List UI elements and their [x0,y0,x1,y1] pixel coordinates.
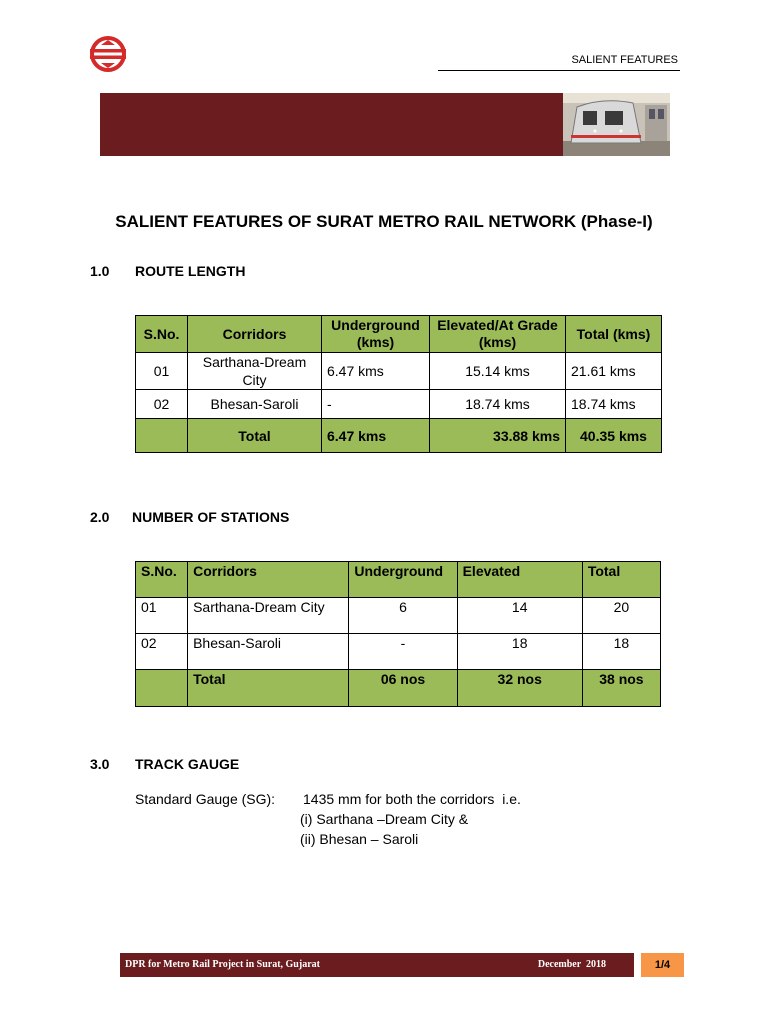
table-cell: 33.88 kms [430,419,566,453]
gauge-corridor-1: (i) Sarthana –Dream City & [300,811,469,827]
table-header-row [136,562,661,598]
footer-project-name: DPR for Metro Rail Project in Surat, Gujarat [125,959,320,970]
route-length-table [135,315,662,453]
header-cell: S.No. [136,562,188,598]
table-cell: 02 [136,634,188,670]
table-cell: 20 [582,598,660,634]
header-cell: Underground [349,562,457,598]
metro-train-photo [563,93,670,156]
gauge-corridor-2: (ii) Bhesan – Saroli [300,831,419,847]
header-banner [100,93,670,156]
table-cell: - [349,634,457,670]
footer-date: December 2018 [537,959,606,970]
header-cell: Corridors [188,562,349,598]
table-cell: Sarthana-Dream City [188,598,349,634]
table-cell: Bhesan-Saroli [188,390,322,419]
table-cell: Total [188,670,349,707]
gauge-label: Standard Gauge (SG): [135,791,276,807]
header-cell: Underground (kms) [322,316,430,353]
table-cell: 06 nos [349,670,457,707]
table-row [136,598,661,634]
table-cell: 21.61 kms [566,353,662,390]
table-cell: Sarthana-Dream City [188,353,322,390]
table-cell: Bhesan-Saroli [188,634,349,670]
page-number: 1/4 [641,953,684,977]
section-number: 2.0 [90,509,110,525]
table-total-row [136,670,661,707]
table-cell: 18.74 kms [566,390,662,419]
table-cell: Total [188,419,322,453]
header-cell: Elevated [457,562,582,598]
table-header-row [136,316,662,353]
table-row [136,634,661,670]
section-title: TRACK GAUGE [135,756,240,772]
table-total-row [136,419,662,453]
section-number: 3.0 [90,756,110,772]
table-cell: 15.14 kms [430,353,566,390]
header-cell: S.No. [136,316,188,353]
table-cell: 01 [136,353,188,390]
header-cell: Elevated/At Grade (kms) [430,316,566,353]
gauge-value: 1435 mm for both the corridors i.e. [303,791,521,807]
section-number: 1.0 [90,263,110,279]
header-label: SALIENT FEATURES [571,54,678,66]
table-cell: 18 [457,634,582,670]
section-title: ROUTE LENGTH [135,263,246,279]
table-cell: - [322,390,430,419]
table-cell: 40.35 kms [566,419,662,453]
table-row [136,353,662,390]
table-row [136,390,662,419]
header-cell: Total [582,562,660,598]
table-cell [136,419,188,453]
header-cell: Corridors [188,316,322,353]
dmrc-logo-icon [88,34,128,74]
table-cell: 18 [582,634,660,670]
footer-bar [120,953,634,977]
header-cell: Total (kms) [566,316,662,353]
table-cell: 01 [136,598,188,634]
stations-table [135,561,661,707]
table-cell [136,670,188,707]
table-cell: 14 [457,598,582,634]
header-divider [438,70,680,71]
table-cell: 6.47 kms [322,353,430,390]
document-title: SALIENT FEATURES OF SURAT METRO RAIL NETWORK (Phase-I) [115,212,653,231]
table-cell: 38 nos [582,670,660,707]
section-title: NUMBER OF STATIONS [132,509,290,525]
table-cell: 32 nos [457,670,582,707]
table-cell: 6.47 kms [322,419,430,453]
table-cell: 6 [349,598,457,634]
table-cell: 18.74 kms [430,390,566,419]
track-gauge-text [135,789,695,849]
table-cell: 02 [136,390,188,419]
